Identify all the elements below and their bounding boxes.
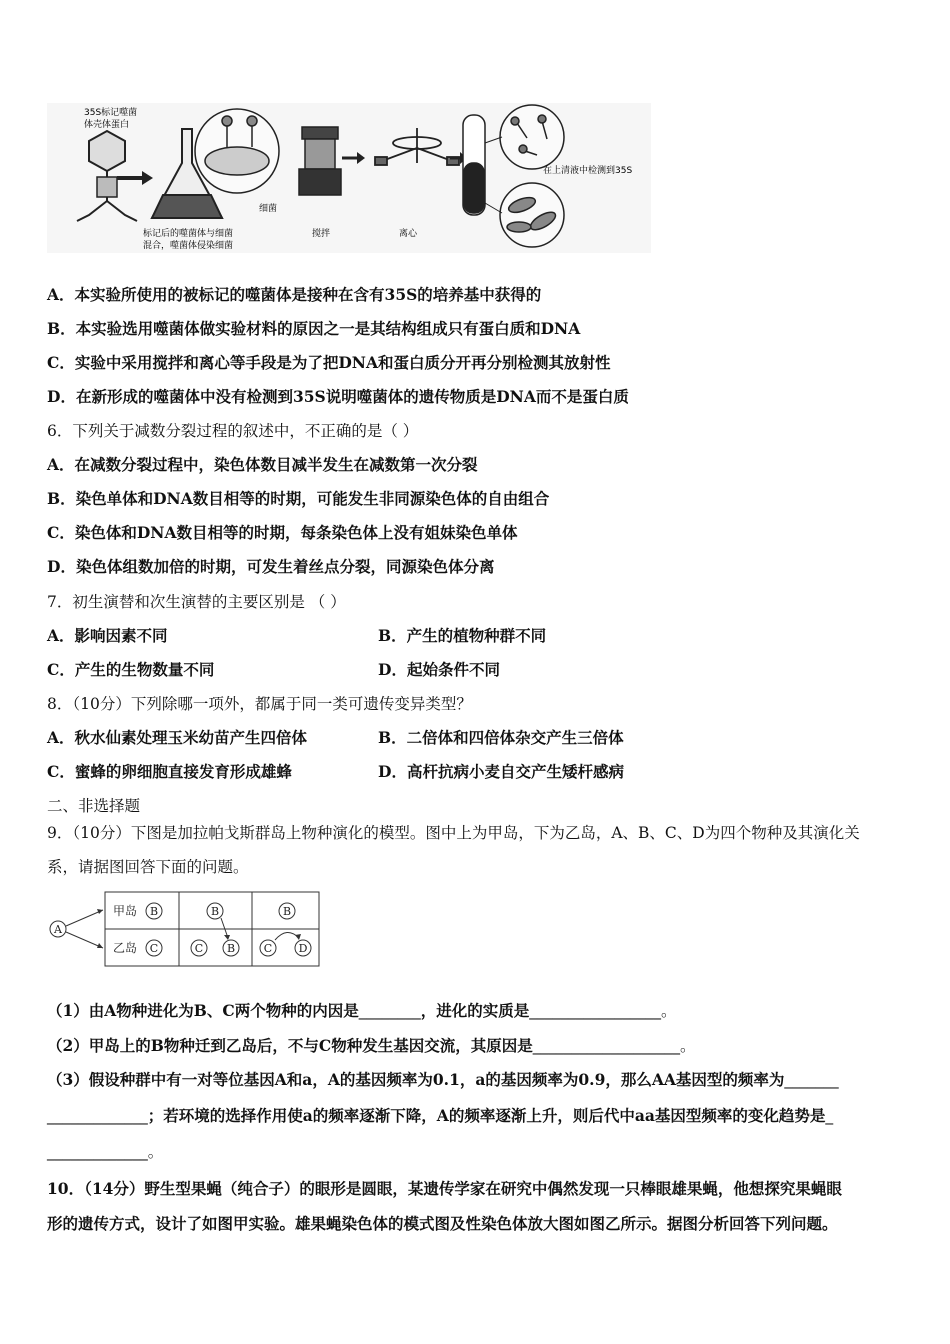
label-bacteria: 细菌 — [259, 204, 278, 214]
phage-experiment-figure — [47, 103, 651, 253]
species-a: A — [54, 923, 62, 936]
q6-stem: 6．下列关于减数分裂过程的叙述中，不正确的是（ ） — [47, 422, 419, 440]
q5-option-d: D．在新形成的噬菌体中没有检测到35S说明噬菌体的遗传物质是DNA而不是蛋白质 — [47, 387, 629, 406]
species-b-top2: B — [210, 905, 220, 918]
species-b-top3: B — [282, 905, 292, 918]
island-bottom-label: 乙岛 — [112, 941, 138, 955]
label-mix-2: 混合，噬菌体侵染细菌 — [143, 241, 234, 251]
label-centrifuge: 离心 — [399, 229, 418, 239]
label-phage-2: 体壳体蛋白 — [84, 120, 130, 130]
species-c-bottom3: C — [263, 942, 273, 955]
q10-stem-line2: 形的遗传方式，设计了如图甲实验。雄果蝇染色体的模式图及性染色体放大图如图乙所示。据图分析回答下列问题。 — [47, 1214, 838, 1233]
q10-stem-line1: 10．（14分）野生型果蝇（纯合子）的眼形是圆眼，某遗传学家在研究中偶然发现一只棒眼雄果蝇，他想探究果蝇眼 — [47, 1179, 842, 1198]
q7-option-d: D．起始条件不同 — [378, 660, 500, 679]
q6-option-c: C．染色体和DNA数目相等的时期，每条染色体上没有姐妹染色单体 — [47, 523, 518, 542]
q8-option-d: D．高杆抗病小麦自交产生矮杆感病 — [378, 762, 624, 781]
species-evolution-diagram — [47, 890, 321, 968]
pellet-magnified-icon — [500, 183, 564, 247]
q9-part1: （1）由A物种进化为B、C两个物种的内因是________，进化的实质是_________________。 — [47, 1001, 677, 1020]
q9-part3-line2: _____________；若环境的选择作用使a的频率逐渐下降，A的频率逐渐上升，则后代中aa基因型频率的变化趋势是_ — [47, 1106, 834, 1125]
q5-option-b: B．本实验选用噬菌体做实验材料的原因之一是其结构组成只有蛋白质和DNA — [47, 319, 581, 338]
species-c-bottom2: C — [194, 942, 204, 955]
q9-part2: （2）甲岛上的B物种迁到乙岛后，不与C物种发生基因交流，其原因是___________________。 — [47, 1036, 696, 1055]
q8-option-a: A．秋水仙素处理玉米幼苗产生四倍体 — [47, 728, 308, 747]
q8-stem: 8．（10分）下列除哪一项外，都属于同一类可遗传变异类型？ — [47, 695, 472, 713]
q7-stem: 7．初生演替和次生演替的主要区别是 （ ） — [47, 593, 346, 611]
infection-magnified-icon — [195, 109, 279, 193]
species-b-bottom: B — [226, 942, 236, 955]
q8-option-b: B．二倍体和四倍体杂交产生三倍体 — [378, 728, 624, 747]
q7-option-b: B．产生的植物种群不同 — [378, 626, 547, 645]
q5-option-a: A．本实验所使用的被标记的噬菌体是接种在含有35S的培养基中获得的 — [47, 285, 542, 304]
species-b-top1: B — [149, 905, 159, 918]
island-top-label: 甲岛 — [112, 904, 138, 918]
q7-option-a: A．影响因素不同 — [47, 626, 168, 645]
q9-part3-line1: （3）假设种群中有一对等位基因A和a，A的基因频率为0.1，a的基因频率为0.9，那么AA基因型的频率为_______ — [47, 1070, 839, 1089]
test-tube-icon — [463, 115, 485, 215]
q6-option-b: B．染色单体和DNA数目相等的时期，可能发生非同源染色体的自由组合 — [47, 489, 550, 508]
blender-icon — [299, 127, 341, 195]
q9-stem-line1: 9．（10分）下图是加拉帕戈斯群岛上物种演化的模型。图中上为甲岛，下为乙岛，A、B、C、D为四个物种及其演化关 — [47, 824, 860, 842]
q6-option-d: D．染色体组数加倍的时期，可发生着丝点分裂，同源染色体分离 — [47, 557, 495, 576]
q5-option-c: C．实验中采用搅拌和离心等手段是为了把DNA和蛋白质分开再分别检测其放射性 — [47, 353, 611, 372]
label-stir: 搅拌 — [312, 229, 331, 239]
q9-stem-line2: 系，请据图回答下面的问题。 — [47, 858, 249, 876]
label-mix-1: 标记后的噬菌体与细菌 — [143, 229, 234, 239]
q6-option-a: A．在减数分裂过程中，染色体数目减半发生在减数第一次分裂 — [47, 455, 478, 474]
supernatant-magnified-icon — [500, 105, 564, 169]
q7-option-c: C．产生的生物数量不同 — [47, 660, 215, 679]
species-c-bottom1: C — [149, 942, 159, 955]
section-heading: 二、非选择题 — [47, 797, 141, 815]
label-phage-1: 35S标记噬菌 — [84, 108, 138, 118]
q9-part3-line3: _____________。 — [47, 1143, 164, 1161]
label-detect: 在上清液中检测到35S — [543, 166, 633, 176]
q8-option-c: C．蜜蜂的卵细胞直接发育形成雄蜂 — [47, 762, 292, 781]
species-d-bottom: D — [298, 942, 308, 955]
